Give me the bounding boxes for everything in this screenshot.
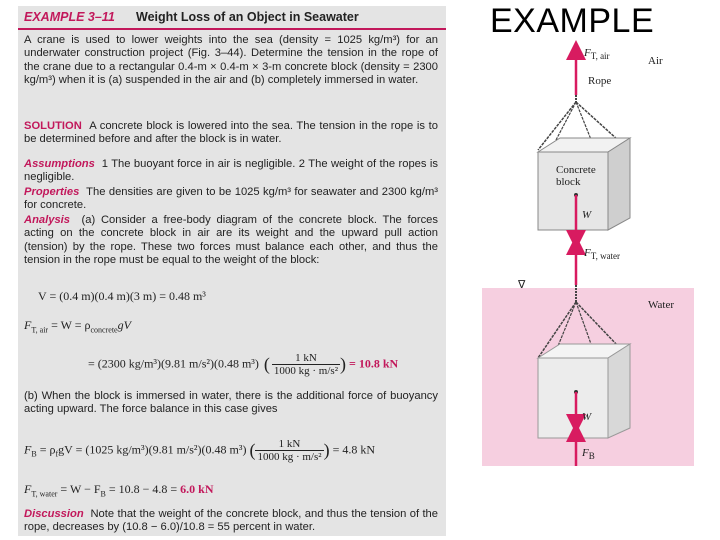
tension-air-label: $F_{T, air}$ [584, 47, 610, 61]
water-label: Water [648, 299, 674, 311]
assumptions-paragraph: Assumptions 1 The buoyant force in air is negligible. 2 The weight of the ropes is negligible. [24, 158, 438, 184]
equation-tension-air: $F_{T, air} = W = \rho_{concrete}gV$ [24, 318, 131, 335]
analysis-label: Analysis [24, 214, 71, 226]
tension-water-label: $F_{T, water}$ [584, 247, 621, 261]
weight-water-label: W [582, 411, 592, 423]
example-panel [18, 6, 446, 536]
solution-paragraph: SOLUTION A concrete block is lowered into the sea. The tension in the rope is to be determined before and after the block is in water. [24, 120, 438, 146]
example-title: Weight Loss of an Object in Seawater [136, 10, 359, 24]
properties-paragraph: Properties The densities are given to be 1025 kg/m³ for seawater and 2300 kg/m³ for concrete. [24, 186, 439, 212]
discussion-paragraph: Discussion Note that the weight of the concrete block, and thus the tension of the rope, decreases by (10.8 − 6.0)/10.8 = 55 percent in water. [24, 508, 438, 534]
sling-back-left [556, 102, 576, 140]
air-label: Air [648, 55, 663, 67]
properties-label: Properties [24, 186, 80, 198]
buoyancy-label: $F_B$ [582, 447, 595, 461]
header-rule [18, 28, 446, 30]
block-label-line2: block [556, 176, 581, 188]
problem-statement: A crane is used to lower weights into the sea (density = 1025 kg/m³) for an underwater construction project (Fig. 3–44). Determine the tension in the rope of the crane due to a rectangular 0.4-m × 0.4-m × 3-m concrete block (density = 2300 kg/m³) when it is (a) suspended in the air and (b) completely immersed in water. [24, 34, 438, 87]
analysis-paragraph: Analysis (a) Consider a free-body diagram of the concrete block. The forces acting on the concrete block in air are its weight and the upward pull action (tension) by the rope. These two forces must balance each other, and thus the tension in the rope must be equal to the weight of the block: [24, 214, 438, 267]
equation-volume: V = (0.4 m)(0.4 m)(3 m) = 0.48 m³ [38, 289, 206, 303]
result-air: = 10.8 kN [349, 356, 399, 371]
equation-tension-water: $F_{T, water} = W - F_B = 10.8 - 4.8 = 6.0$ kN [24, 482, 214, 499]
concrete-block-water [538, 344, 630, 438]
equation-calc-air: = (2300 kg/m³)(9.81 m/s²)(0.48 m³) ( $\frac{1 kN}{\text{1000 kg · m/s²}}$ ) = 10.8 kN [88, 352, 399, 377]
discussion-label: Discussion [24, 508, 84, 520]
assumptions-label: Assumptions [24, 158, 95, 170]
free-body-figure [478, 40, 698, 468]
rope-label: Rope [588, 75, 612, 87]
solution-label: SOLUTION [24, 120, 82, 132]
example-number: EXAMPLE 3–11 [24, 10, 115, 24]
weight-air-label: W [582, 209, 592, 221]
surface-symbol: ∇ [518, 279, 526, 291]
block-label-line1: Concrete [556, 164, 596, 176]
result-water: 6.0 kN [180, 482, 214, 496]
sling-right [576, 102, 618, 140]
equation-buoyancy: $F_B = \rho_fgV = (1025$ kg/m³)(9.81 m/s²)(0.48 m³) ( $\frac{1 kN}{\text{1000 kg · m/s²}}$ ) = 4.8 kN [24, 438, 375, 463]
part-b-paragraph: (b) When the block is immersed in water, there is the additional force of buoyancy acting upward. The force balance in this case gives [24, 390, 438, 416]
page-title: EXAMPLE [490, 2, 655, 40]
